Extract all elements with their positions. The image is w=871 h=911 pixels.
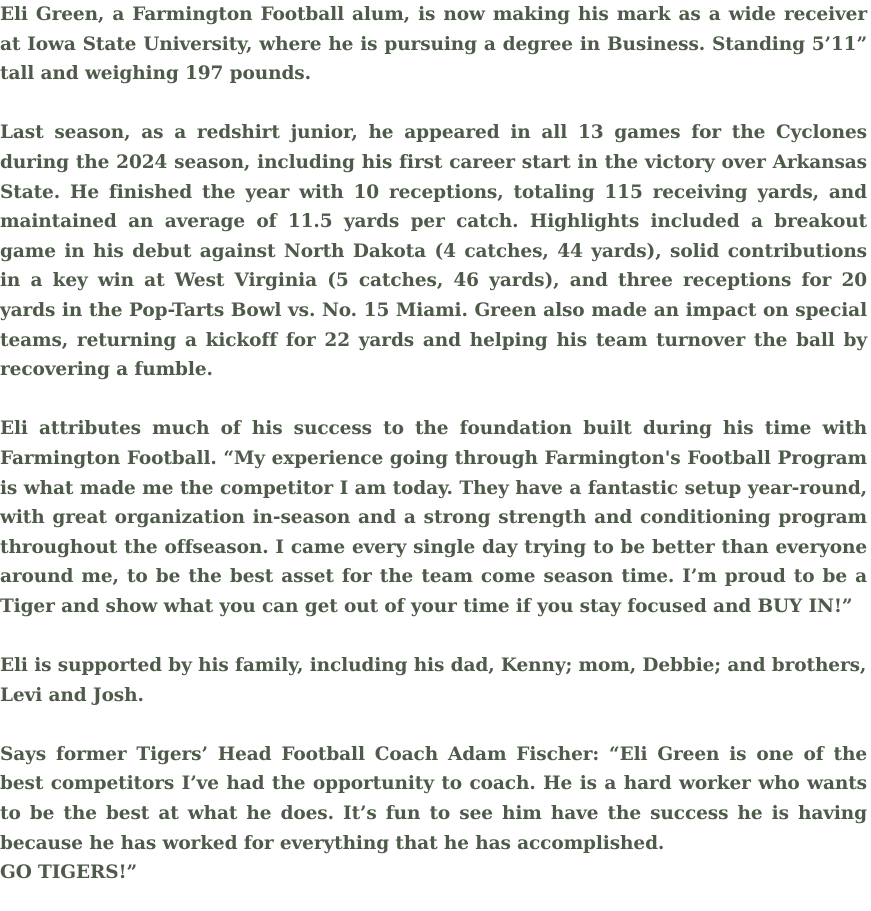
paragraph-spacer (0, 89, 867, 119)
paragraph-quote-eli: Eli attributes much of his success to the foundation built during his time with Farmington Football. “My experience going through Farmington's Football Program is what made me the competitor I am today. They have a fantastic setup year-round, with great organization in-season and a strong strength and conditioning program throughout the offseason. I came every single day trying to be better than everyone around me, to be the best asset for the team come season time. I’m proud to be a Tiger and show what you can get out of your time if you stay focused and BUY IN!” (0, 418, 867, 617)
paragraph-quote-coach: Says former Tigers’ Head Football Coach Adam Fischer: “Eli Green is one of the best competitors I’ve had the opportunity to coach. He is a hard worker who wants to be the best at what he does. It’s fun to see him have the success he is having because he has worked for everything that he has accomplished. (0, 743, 867, 854)
paragraph-intro: Eli Green, a Farmington Football alum, is now making his mark as a wide receiver at Iowa State University, where he is pursuing a degree in Business. Standing 5’11” tall and weighing 197 pounds. (0, 4, 867, 85)
paragraph-spacer (0, 710, 867, 740)
paragraph-season-stats: Last season, as a redshirt junior, he appeared in all 13 games for the Cyclones during the 2024 season, including his first career start in the victory over Arkansas State. He finished the year with 10 receptions, totaling 115 receiving yards, and maintained an average of 11.5 yards per catch. Highlights included a breakout game in his debut against North Dakota (4 catches, 44 yards), solid contributions in a key win at West Virginia (5 catches, 46 yards), and three receptions for 20 yards in the Pop-Tarts Bowl vs. No. 15 Miami. Green also made an impact on special teams, returning a kickoff for 22 yards and helping his team turnover the ball by recovering a fumble. (0, 122, 867, 381)
paragraph-closing: GO TIGERS!” (0, 862, 138, 884)
paragraph-spacer (0, 385, 867, 415)
paragraph-spacer (0, 621, 867, 651)
paragraph-family: Eli is supported by his family, including his dad, Kenny; mom, Debbie; and brothers, Levi and Josh. (0, 655, 867, 706)
